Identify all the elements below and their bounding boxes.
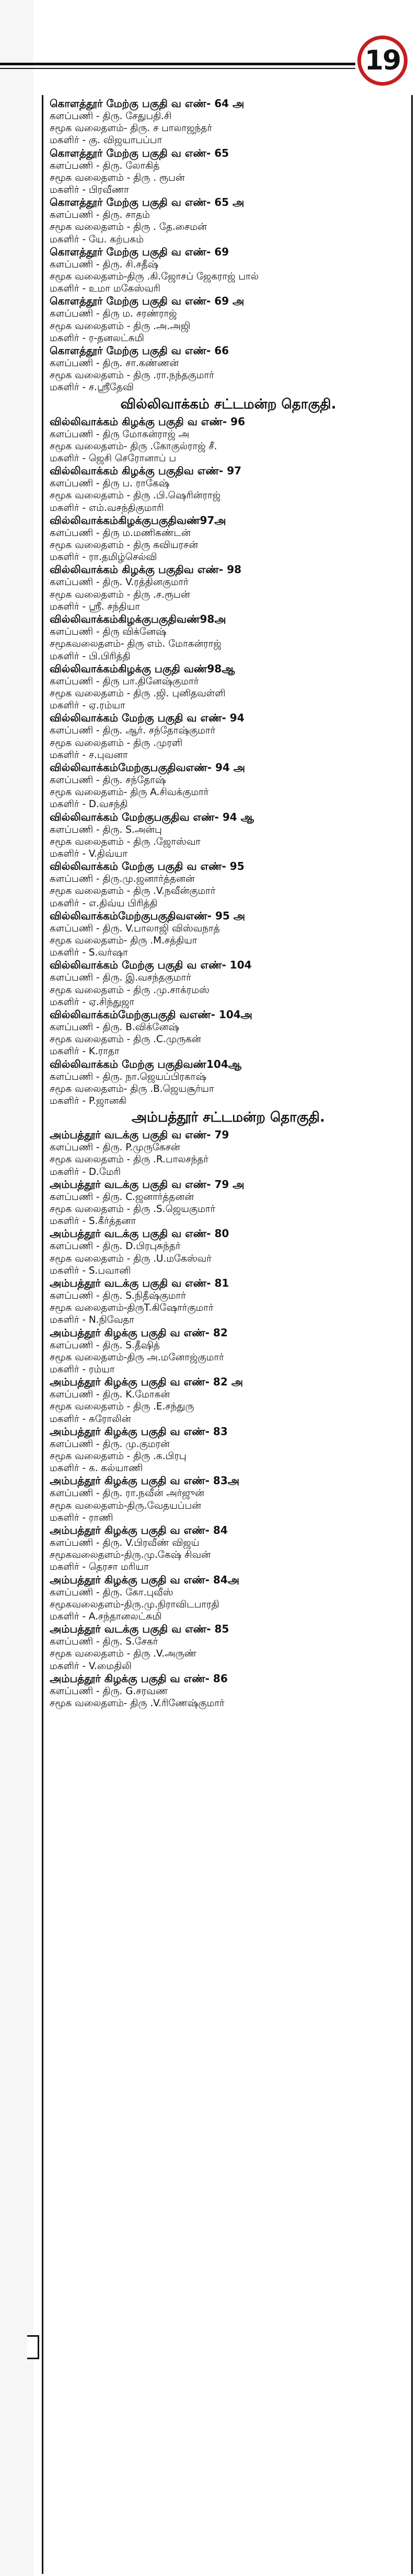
member-line: களப்பணி - திரு. G.சரவண [50, 1685, 168, 1697]
ward-entry [50, 1058, 407, 1108]
ward-entry [50, 196, 407, 246]
ward-title: வில்லிவாக்கம் மேற்கு பகுதி வ எண்- 94 [50, 712, 245, 725]
ward-title: வில்லிவாக்கம்கிழக்குபகுதிவண்97அ [50, 514, 226, 527]
ward-title: அம்பத்தூர் வடக்கு பகுதி வ எண்- 81 [50, 1277, 229, 1290]
ward-title: வில்லிவாக்கம் மேற்கு பகுதிவண்104ஆ [50, 1057, 242, 1070]
ward-title: அம்பத்தூர் கிழக்கு பகுதி வ எண்- 86 [50, 1672, 228, 1685]
ward-title: அம்பத்தூர் வடக்கு பகுதி வ எண்- 79 [50, 1128, 229, 1141]
member-line: களப்பணி - திரு. P.முருகேசன் [50, 1142, 180, 1153]
member-line: சமூக வலைதளம் - திரு .E.சந்துரு [50, 1401, 194, 1413]
member-line: சமூக வலைதளம் - திரு . ரூபன் [50, 172, 185, 183]
ward-entry [50, 761, 407, 811]
member-line: களப்பணி - திரு. சந்தோஷ் [50, 774, 166, 786]
member-line: மகளிர் - ராணி [50, 1512, 113, 1523]
constituency-heading: அம்பத்தூர் சட்டமன்ற தொகுதி. [132, 1110, 325, 1126]
member-line: களப்பணி - திரு. S.சேகர் [50, 1636, 158, 1648]
ward-title: அம்பத்தூர் கிழக்கு பகுதி வ எண்- 84அ [50, 1573, 239, 1586]
header-rule-thin [0, 68, 355, 69]
member-line: மகளிர் - பிரவீணா [50, 184, 129, 196]
member-line: மகளிர் - பி.பிரித்தி [50, 650, 131, 662]
member-line: மகளிர் - சுரோலின் [50, 1413, 131, 1425]
member-line: களப்பணி - திரு. மு.குமரன் [50, 1438, 170, 1450]
member-line: சமூக வலைதளம் - திரு .C.முருகன் [50, 1034, 201, 1045]
member-line: களப்பணி - திரு. ரா.நவீன் அர்ஜுன் [50, 1488, 205, 1499]
member-line: மகளிர் - A.சந்தானலட்சுமி [50, 1611, 162, 1623]
member-line: களப்பணி - திரு. S.நிதீஷ்குமார் [50, 1290, 186, 1302]
ward-entry [50, 563, 407, 613]
member-line: மகளிர் - கு. விஜயாபப்பா [50, 135, 162, 146]
member-line: சமூக வலைதளம்- திரு A.சிவக்குமார் [50, 787, 209, 798]
member-line: சமூக வலைதளம்-திரு அ.மனோஜ்குமார் [50, 1351, 224, 1363]
member-line: களப்பணி - திரு. K.மோகன் [50, 1389, 170, 1401]
ward-entry [50, 1474, 407, 1524]
ward-title: வில்லிவாக்கம்மேற்குபகுதிவஎண்- 95 அ [50, 909, 245, 922]
member-line: களப்பணி - திரு. ஆர். சந்தோஷ்குமார் [50, 725, 216, 737]
ward-title: வில்லிவாக்கம்மேற்குபகுதி வஎண்- 104அ [50, 1008, 252, 1021]
ward-title: கொளத்தூர் மேற்கு பகுதி வ எண்- 69 [50, 245, 229, 258]
member-line: சமூக வலைதளம்- திரு .B.ஜெயசூர்யா [50, 1083, 214, 1094]
member-line: மகளிர் - V.திவ்யா [50, 848, 127, 859]
member-line: சமூக வலைதளம்- திரு .M.சத்தியா [50, 935, 198, 946]
ward-entry [50, 613, 407, 662]
ward-entry [50, 147, 407, 196]
member-line: களப்பணி - திரு. S.அன்பு [50, 824, 162, 835]
member-line: களப்பணி - திரு. V.பிரவீண் விஜய் [50, 1537, 200, 1549]
member-line: சமூக வலைதளம் - திரு .பி.ஷெரின்ராஜ் [50, 490, 220, 502]
ward-entry [50, 662, 407, 712]
member-line: சமூக வலைதளம் - திரு .R.பாலசந்தர் [50, 1154, 209, 1165]
member-line: மகளிர் - P.ஜானகி [50, 1095, 126, 1106]
ward-title: வில்லிவாக்கம் மேற்கு பகுதி வ எண்- 104 [50, 959, 252, 972]
member-line: மகளிர் - D.வசந்தி [50, 799, 128, 810]
member-line: களப்பணி - திரு விக்னேஷ் [50, 626, 167, 638]
member-line: மகளிர் - எ.திவ்ய பிரித்தி [50, 897, 158, 909]
adjacent-page-marker [27, 2335, 39, 2359]
member-line: களப்பணி - திரு. சா.கண்ணன் [50, 358, 179, 369]
member-line: களப்பணி - திரு. சேதுபதி.சி [50, 111, 172, 122]
ward-entry [50, 959, 407, 1008]
member-line: சமூக வலைதளம்- திரு .கோகுல்ராஜ் சீ. [50, 440, 217, 452]
member-line: மகளிர் - ஜெசி செரோனாப் ப [50, 453, 177, 464]
ward-entry [50, 1178, 407, 1228]
ward-title: அம்பத்தூர் வடக்கு பகுதி வ எண்- 79 அ [50, 1178, 245, 1191]
member-line: களப்பணி - திரு. D.பிரபுசுந்தர் [50, 1241, 181, 1252]
ward-title: கொளத்தூர் மேற்கு பகுதி வ எண்- 65 [50, 146, 229, 159]
member-line: களப்பணி - திரு.மு.ஜனார்த்தனன் [50, 873, 195, 885]
ward-title: அம்பத்தூர் கிழக்கு பகுதி வ எண்- 83அ [50, 1474, 239, 1487]
member-line: சமூக வலைதளம் - திரு .அ.அஜி [50, 320, 191, 332]
ward-entry [50, 1425, 407, 1475]
header-rule [0, 63, 355, 65]
member-line: மகளிர் - யே. கற்பகம் [50, 234, 144, 245]
member-line: களப்பணி - திரு ம. சரண்ராஜ் [50, 308, 177, 320]
member-line: மகளிர் - S.கீர்த்தனா [50, 1216, 136, 1227]
member-line: களப்பணி - திரு. S.தீஷித் [50, 1339, 160, 1351]
member-line: களப்பணி - திரு. நா.ஜெயப்பிரகாஷ் [50, 1071, 206, 1082]
member-line: களப்பணி - திரு. இ.வசந்தகுமார் [50, 972, 191, 984]
member-line: சமூக வலைதளம் - திரு கவியரசன் [50, 540, 199, 551]
ward-entry [50, 1623, 407, 1672]
member-line: சமூக வலைதளம் - திரு .மு.சாக்ரமஸ் [50, 984, 210, 996]
ward-title: கொளத்தூர் மேற்கு பகுதி வ எண்- 65 அ [50, 196, 245, 209]
member-line: சமூக வலைதளம் - திரு .க.பிரபு [50, 1451, 187, 1462]
ward-title: வில்லிவாக்கம் மேற்கு பகுதி வ எண்- 95 [50, 860, 245, 873]
ward-title: அம்பத்தூர் கிழக்கு பகுதி வ எண்- 84 [50, 1524, 228, 1537]
member-line: களப்பணி - திரு மோகன்ராஜ் அ [50, 428, 190, 440]
ward-entry [50, 344, 407, 394]
member-line: களப்பணி - திரு ப. ராகேஷ் [50, 478, 170, 489]
ward-title: கொளத்தூர் மேற்கு பகுதி வ எண்- 64 அ [50, 97, 245, 110]
member-line: களப்பணி - திரு. V.பாலாஜி விஸ்வநாத் [50, 923, 220, 934]
ward-title: வில்லிவாக்கம்கிழக்கு பகுதி வண்98ஆ [50, 662, 235, 675]
ward-entry [50, 712, 407, 761]
ward-title: வில்லிவாக்கம்கிழக்குபகுதிவண்98அ [50, 613, 226, 626]
ward-title: கொளத்தூர் மேற்கு பகுதி வ எண்- 69 அ [50, 295, 245, 308]
ward-entry [50, 1277, 407, 1326]
member-line: சமூக வலைதளம் - திரு .S.ஜெயகுமார் [50, 1204, 216, 1215]
ward-entry [50, 464, 407, 514]
member-line: மகளிர் - தெரசா மரியா [50, 1561, 149, 1573]
ward-title: வில்லிவாக்கம் கிழக்கு பகுதி வ எண்- 96 [50, 415, 245, 428]
ward-title: வில்லிவாக்கம் கிழக்கு பகுதிவ எண்- 97 [50, 464, 242, 477]
member-line: களப்பணி - திரு. V.ரத்தினகுமார் [50, 577, 189, 588]
member-line: சமூக வலைதளம்- திரு. ச பாலாஜந்தர் [50, 123, 213, 134]
left-margin-strip [0, 0, 33, 2576]
ward-title: அம்பத்தூர் வடக்கு பகுதி வ எண்- 80 [50, 1227, 229, 1240]
ward-entry [50, 1008, 407, 1058]
member-line: மகளிர் - S.பவானி [50, 1265, 131, 1276]
member-line: மகளிர் - V.மைதிலி [50, 1660, 132, 1672]
member-line: சமூக வலைதளம்- திரு .V.ரிணேஷ்குமார் [50, 1698, 225, 1709]
ward-entry [50, 97, 407, 147]
ward-entry [50, 1573, 407, 1623]
member-line: சமூகவலைதளம்-திரு.மு.நிராவிடபாரதி [50, 1599, 219, 1610]
ward-entry [50, 1376, 407, 1425]
member-line: மகளிர் - ச.ஸ்ரீதேவி [50, 382, 134, 393]
ward-entry [50, 1672, 407, 1709]
ward-entry [50, 295, 407, 344]
content-column [42, 95, 413, 2574]
member-line: களப்பணி - திரு. சி.சதீஷ் [50, 259, 159, 270]
member-line: சமூக வலைதளம்-திருT.கிஷோர்குமார் [50, 1302, 214, 1314]
page-number: 19 [364, 45, 401, 76]
member-line: களப்பணி - திரு. லோகித் [50, 160, 160, 171]
ward-entry [50, 514, 407, 564]
constituency-heading: வில்லிவாக்கம் சட்டமன்ற தொகுதி. [120, 396, 336, 412]
member-line: சமூக வலைதளம்-திரு .கி.ஜோசப் ஜேகராஜ் பால் [50, 271, 259, 283]
member-line: களப்பணி - திரு ம.மணிகண்டன் [50, 527, 191, 539]
member-line: சமூக வலைதளம் - திரு .V.அருண் [50, 1648, 196, 1660]
ward-entry [50, 415, 407, 465]
ward-entry [50, 811, 407, 860]
member-line: சமூகவலைதளம்- திரு எம். மோகன்ராஜ் [50, 638, 222, 650]
ward-entry [50, 1524, 407, 1573]
ward-title: வில்லிவாக்கம் கிழக்கு பகுதிவ எண்- 98 [50, 563, 242, 576]
ward-entry [50, 1128, 407, 1178]
member-line: களப்பணி - திரு. B.விக்னேஷ் [50, 1021, 179, 1033]
member-line: சமூக வலைதளம் - திரு .முரளி [50, 737, 183, 749]
member-line: மகளிர் - ச.புவனா [50, 749, 128, 761]
ward-entry [50, 1326, 407, 1376]
member-line: மகளிர் - ஏ.சிந்துஜா [50, 996, 135, 1008]
member-line: சமூக வலைதளம் - திரு .ரா.நந்தகுமார் [50, 370, 214, 381]
page-number-badge [357, 36, 408, 86]
member-line: மகளிர் - S.வர்ஷா [50, 947, 128, 959]
member-line: சமூக வலைதளம் - திரு .ஜோஸ்வா [50, 836, 201, 847]
ward-title: அம்பத்தூர் வடக்கு பகுதி வ எண்- 85 [50, 1623, 229, 1636]
member-line: சமூக வலைதளம்-திரு.வேதயப்பன் [50, 1500, 202, 1511]
ward-entry [50, 910, 407, 959]
ward-title: வில்லிவாக்கம் மேற்குபகுதிவ எண்- 94 ஆ [50, 810, 254, 823]
ward-title: அம்பத்தூர் கிழக்கு பகுதி வ எண்- 83 [50, 1425, 228, 1438]
ward-title: வில்லிவாக்கம்மேற்குபகுதிவஎண்- 94 அ [50, 761, 245, 774]
member-line: சமூக வலைதளம் - திரு .V.நவீன்குமார் [50, 885, 216, 897]
member-line: களப்பணி - திரு. கோ.புவீஸ் [50, 1587, 173, 1598]
member-line: மகளிர் - உமா மகேஸ்வரி [50, 283, 160, 295]
ward-entry [50, 246, 407, 295]
member-line: மகளிர் - எம்.வசந்திகுமாரி [50, 502, 164, 514]
member-line: சமூகவலைதளம்-திரு.மு.கேஷ் சிவன் [50, 1549, 211, 1561]
member-line: மகளிர் - D.மேரி [50, 1166, 121, 1178]
ward-title: கொளத்தூர் மேற்கு பகுதி வ எண்- 66 [50, 344, 229, 357]
ward-title: அம்பத்தூர் கிழக்கு பகுதி வ எண்- 82 [50, 1326, 228, 1339]
member-line: களப்பணி - திரு. சாதம் [50, 209, 150, 221]
member-line: சமூக வலைதளம் - திரு .U.மகேஸ்வர் [50, 1253, 212, 1264]
member-line: மகளிர் - ரம்யா [50, 1364, 115, 1376]
member-line: மகளிர் - க. கல்யாணி [50, 1463, 143, 1474]
member-line: சமூக வலைதளம் - திரு .ஜி. புனிதவள்ளி [50, 687, 226, 699]
member-line: மகளிர் - ர-தனலட்சுமி [50, 332, 144, 344]
ward-entry [50, 860, 407, 910]
member-line: மகளிர் - ஸ்ரீ. சந்தியா [50, 601, 140, 612]
ward-title: அம்பத்தூர் கிழக்கு பகுதி வ எண்- 82 அ [50, 1376, 243, 1389]
ward-entry [50, 1227, 407, 1277]
member-line: மகளிர் - N.நிவேதா [50, 1314, 134, 1326]
member-line: களப்பணி - திரு. C.ஜனார்த்தனன் [50, 1191, 194, 1203]
member-line: சமூக வலைதளம் - திரு . தே.சைமன் [50, 222, 207, 233]
member-line: சமூக வலைதளம் - திரு .ச.ரூபன் [50, 589, 190, 600]
member-line: களப்பணி - திரு பா.தினேஷ்குமார் [50, 675, 199, 687]
member-line: மகளிர் - ஏ.ரம்யா [50, 700, 125, 712]
member-line: மகளிர் - ரா.தமிழ்செல்வி [50, 552, 157, 563]
member-line: மகளிர் - K.ராதா [50, 1046, 120, 1057]
